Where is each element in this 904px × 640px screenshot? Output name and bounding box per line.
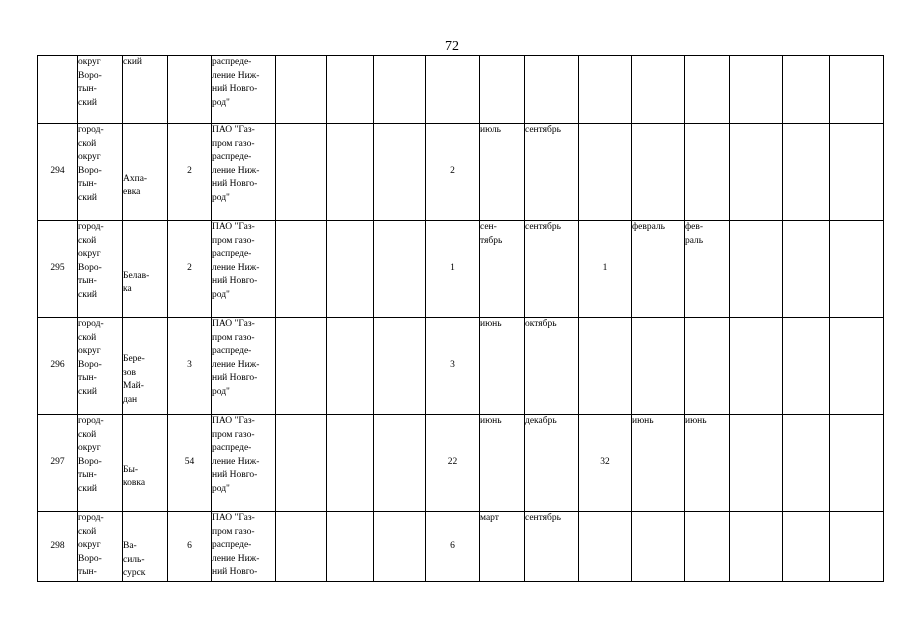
empty-cell xyxy=(783,318,830,415)
second-start-month-cell xyxy=(632,221,685,318)
organization-cell xyxy=(212,221,276,318)
end-month-cell xyxy=(525,221,579,318)
row-number-cell xyxy=(38,124,78,221)
second-start-month-cell xyxy=(632,512,685,582)
second-start-month-cell xyxy=(632,415,685,512)
territory-cell-text: город- ской округ Воро- тын- ский xyxy=(78,125,104,203)
start-month-cell xyxy=(480,56,525,124)
quantity-cell xyxy=(426,221,480,318)
second-end-month-cell xyxy=(685,512,730,582)
count-cell-text: 6 xyxy=(187,540,192,551)
territory-cell-text: город- ской округ Воро- тын- ский xyxy=(78,222,104,300)
empty-cell xyxy=(374,56,426,124)
empty-cell xyxy=(783,56,830,124)
second-quantity-cell xyxy=(579,56,632,124)
end-month-cell xyxy=(525,512,579,582)
table-row xyxy=(38,318,884,415)
start-month-cell-text: июль xyxy=(480,125,502,135)
empty-cell xyxy=(830,124,884,221)
start-month-cell xyxy=(480,124,525,221)
empty-cell xyxy=(276,56,327,124)
count-cell xyxy=(168,221,212,318)
settlement-cell xyxy=(123,512,168,582)
territory-cell xyxy=(78,318,123,415)
second-quantity-cell-text: 32 xyxy=(600,457,610,468)
gasification-table xyxy=(37,55,884,582)
start-month-cell xyxy=(480,221,525,318)
second-quantity-cell-text: 1 xyxy=(602,263,608,274)
organization-cell-text: ПАО "Газ- пром газо- распреде- ление Ниж- ний Новго- род" xyxy=(212,319,260,397)
second-quantity-cell xyxy=(579,415,632,512)
row-number-cell-text: 295 xyxy=(50,263,65,274)
settlement-cell xyxy=(123,56,168,124)
empty-cell xyxy=(783,124,830,221)
second-end-month-cell xyxy=(685,318,730,415)
second-quantity-cell xyxy=(579,318,632,415)
territory-cell xyxy=(78,415,123,512)
second-end-month-cell-text: фев- раль xyxy=(685,222,704,246)
empty-cell xyxy=(783,221,830,318)
empty-cell xyxy=(830,56,884,124)
count-cell xyxy=(168,512,212,582)
end-month-cell xyxy=(525,124,579,221)
second-quantity-cell xyxy=(579,124,632,221)
second-start-month-cell xyxy=(632,56,685,124)
settlement-cell xyxy=(123,415,168,512)
page-number: 72 xyxy=(445,39,459,54)
start-month-cell-text: сен- тябрь xyxy=(480,222,503,246)
count-cell xyxy=(168,415,212,512)
empty-cell xyxy=(327,56,374,124)
settlement-cell xyxy=(123,124,168,221)
organization-cell-text: ПАО "Газ- пром газо- распреде- ление Ниж- ний Новго- род" xyxy=(212,125,260,203)
end-month-cell-text: декабрь xyxy=(525,416,557,426)
empty-cell xyxy=(327,318,374,415)
organization-cell xyxy=(212,512,276,582)
empty-cell xyxy=(730,221,783,318)
empty-cell xyxy=(730,512,783,582)
settlement-cell-text: Бы- ковка xyxy=(123,464,146,488)
second-start-month-cell xyxy=(632,318,685,415)
empty-cell xyxy=(783,415,830,512)
organization-cell-text: ПАО "Газ- пром газо- распреде- ление Ниж- ний Новго- род" xyxy=(212,416,260,494)
settlement-cell-text: Ва- силь- сурск xyxy=(123,541,146,578)
empty-cell xyxy=(830,512,884,582)
quantity-cell-text: 6 xyxy=(450,540,455,551)
empty-cell xyxy=(830,318,884,415)
organization-cell xyxy=(212,124,276,221)
territory-cell xyxy=(78,512,123,582)
organization-cell xyxy=(212,415,276,512)
empty-cell xyxy=(374,318,426,415)
row-number-cell xyxy=(38,318,78,415)
organization-cell xyxy=(212,318,276,415)
end-month-cell-text: сентябрь xyxy=(525,125,561,135)
empty-cell xyxy=(730,56,783,124)
territory-cell-text: округ Воро- тын- ский xyxy=(78,57,102,108)
start-month-cell xyxy=(480,415,525,512)
empty-cell xyxy=(730,415,783,512)
empty-cell xyxy=(783,512,830,582)
start-month-cell xyxy=(480,512,525,582)
empty-cell xyxy=(327,124,374,221)
row-number-cell-text: 294 xyxy=(50,166,65,177)
second-quantity-cell xyxy=(579,512,632,582)
organization-cell xyxy=(212,56,276,124)
row-number-cell-text: 298 xyxy=(50,540,65,551)
empty-cell xyxy=(730,318,783,415)
settlement-cell-text: Бере- зов Май- дан xyxy=(123,354,145,405)
empty-cell xyxy=(374,124,426,221)
second-end-month-cell xyxy=(685,415,730,512)
quantity-cell xyxy=(426,56,480,124)
quantity-cell xyxy=(426,512,480,582)
territory-cell-text: город- ской округ Воро- тын- xyxy=(78,513,104,577)
settlement-cell xyxy=(123,221,168,318)
empty-cell xyxy=(374,512,426,582)
territory-cell xyxy=(78,124,123,221)
quantity-cell-text: 3 xyxy=(450,360,455,371)
settlement-cell-text: ский xyxy=(123,57,142,67)
empty-cell xyxy=(830,415,884,512)
organization-cell-text: ПАО "Газ- пром газо- распреде- ление Ниж- ний Новго- род" xyxy=(212,222,260,300)
count-cell-text: 2 xyxy=(187,263,192,274)
table-row xyxy=(38,124,884,221)
empty-cell xyxy=(327,221,374,318)
settlement-cell-text: Ахпа- евка xyxy=(123,173,148,197)
end-month-cell xyxy=(525,318,579,415)
second-start-month-cell-text: февраль xyxy=(632,222,665,232)
quantity-cell-text: 22 xyxy=(447,457,458,468)
empty-cell xyxy=(327,512,374,582)
empty-cell xyxy=(730,124,783,221)
territory-cell-text: город- ской округ Воро- тын- ский xyxy=(78,319,104,397)
empty-cell xyxy=(830,221,884,318)
end-month-cell-text: сентябрь xyxy=(525,513,561,523)
row-number-cell xyxy=(38,512,78,582)
territory-cell xyxy=(78,56,123,124)
territory-cell xyxy=(78,221,123,318)
quantity-cell-text: 1 xyxy=(450,263,455,274)
empty-cell xyxy=(276,124,327,221)
second-start-month-cell-text: июнь xyxy=(632,416,654,426)
empty-cell xyxy=(276,318,327,415)
second-end-month-cell xyxy=(685,221,730,318)
row-number-cell xyxy=(38,56,78,124)
empty-cell xyxy=(276,221,327,318)
second-start-month-cell xyxy=(632,124,685,221)
end-month-cell-text: сентябрь xyxy=(525,222,561,232)
start-month-cell-text: июнь xyxy=(480,319,502,329)
empty-cell xyxy=(374,221,426,318)
count-cell-text: 2 xyxy=(187,166,192,177)
empty-cell xyxy=(276,415,327,512)
start-month-cell-text: март xyxy=(480,513,499,523)
organization-cell-text: распреде- ление Ниж- ний Новго- род" xyxy=(212,57,260,108)
second-end-month-cell xyxy=(685,56,730,124)
quantity-cell xyxy=(426,318,480,415)
settlement-cell-text: Белав- ка xyxy=(123,270,150,294)
second-end-month-cell-text: июнь xyxy=(685,416,707,426)
start-month-cell xyxy=(480,318,525,415)
row-number-cell xyxy=(38,415,78,512)
empty-cell xyxy=(327,415,374,512)
empty-cell xyxy=(374,415,426,512)
end-month-cell xyxy=(525,56,579,124)
territory-cell-text: город- ской округ Воро- тын- ский xyxy=(78,416,104,494)
table-row xyxy=(38,56,884,124)
second-end-month-cell xyxy=(685,124,730,221)
end-month-cell-text: октябрь xyxy=(525,319,557,329)
table-row xyxy=(38,415,884,512)
quantity-cell xyxy=(426,124,480,221)
count-cell xyxy=(168,318,212,415)
settlement-cell xyxy=(123,318,168,415)
end-month-cell xyxy=(525,415,579,512)
quantity-cell-text: 2 xyxy=(450,166,455,177)
empty-cell xyxy=(276,512,327,582)
row-number-cell-text: 296 xyxy=(50,360,65,371)
row-number-cell xyxy=(38,221,78,318)
start-month-cell-text: июнь xyxy=(480,416,502,426)
count-cell xyxy=(168,124,212,221)
count-cell xyxy=(168,56,212,124)
count-cell-text: 54 xyxy=(184,457,195,468)
second-quantity-cell xyxy=(579,221,632,318)
count-cell-text: 3 xyxy=(187,360,192,371)
organization-cell-text: ПАО "Газ- пром газо- распреде- ление Ниж- ний Новго- xyxy=(212,513,260,577)
quantity-cell xyxy=(426,415,480,512)
table-row xyxy=(38,512,884,582)
row-number-cell-text: 297 xyxy=(50,457,65,468)
table-body xyxy=(38,56,884,582)
table-row xyxy=(38,221,884,318)
